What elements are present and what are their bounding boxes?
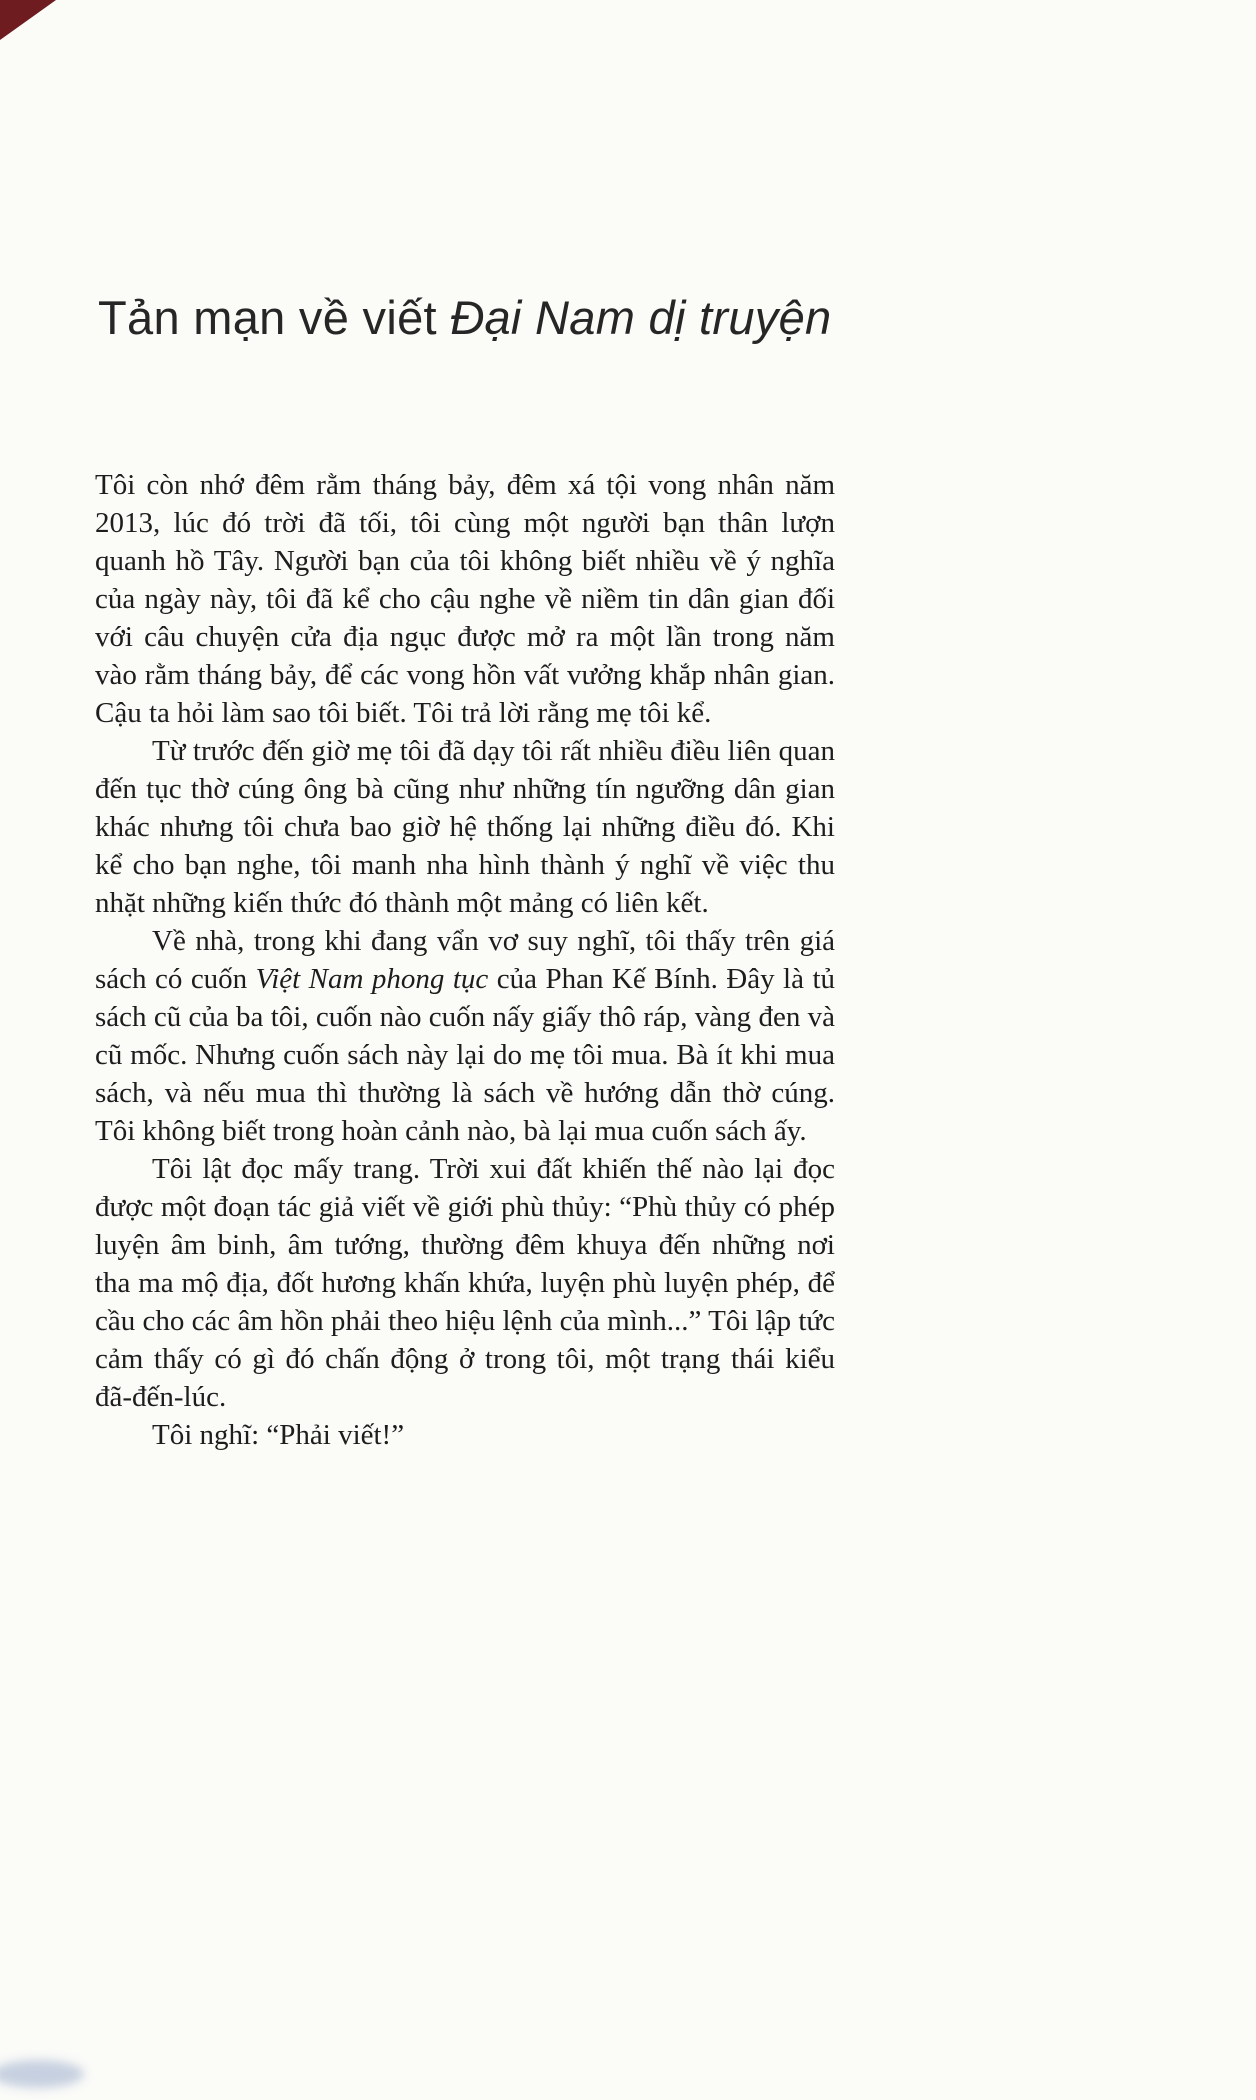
paragraph: Tôi lật đọc mấy trang. Trời xui đất khiến thế nào lại đọc được một đoạn tác giả viết về giới phù thủy: “Phù thủy có phép luyện âm binh, âm tướng, thường đêm khuya đến những nơi tha ma mộ địa, đốt hương khấn khứa, luyện phù luyện phép, để cầu cho các âm hồn phải theo hiệu lệnh của mình...” Tôi lập tức cảm thấy có gì đó chấn động ở trong tôi, một trạng thái kiểu đã-đến-lúc. [95, 1153, 835, 1413]
book-title-mention: Việt Nam phong tục [255, 963, 489, 995]
paragraph [95, 922, 835, 1150]
paragraph: Tôi còn nhớ đêm rằm tháng bảy, đêm xá tội vong nhân năm 2013, lúc đó trời đã tối, tôi cùng một người bạn thân lượn quanh hồ Tây. Người bạn của tôi không biết nhiều về ý nghĩa của ngày này, tôi đã kể cho cậu nghe về niềm tin dân gian đối với câu chuyện cửa địa ngục được mở ra một lần trong năm vào rằm tháng bảy, để các vong hồn vất vưởng khắp nhân gian. Cậu ta hỏi làm sao tôi biết. Tôi trả lời rằng mẹ tôi kể. [95, 469, 835, 729]
chapter-title-book-name: Đại Nam dị truyện [450, 291, 832, 344]
paragraph-text: Về nhà, trong khi đang vẩn vơ suy nghĩ, tôi thấy trên giá sách có cuốn [95, 925, 835, 995]
chapter-title-text: Tản mạn về viết [98, 291, 451, 344]
scan-smudge-artifact [0, 2060, 84, 2088]
chapter-title [98, 290, 831, 345]
body-text [95, 466, 835, 1454]
paragraph: Tôi nghĩ: “Phải viết!” [152, 1419, 405, 1451]
paragraph: Từ trước đến giờ mẹ tôi đã dạy tôi rất nhiều điều liên quan đến tục thờ cúng ông bà cũng như những tín ngưỡng dân gian khác nhưng tôi chưa bao giờ hệ thống lại những điều đó. Khi kể cho bạn nghe, tôi manh nha hình thành ý nghĩ về việc thu nhặt những kiến thức đó thành một mảng có liên kết. [95, 735, 835, 919]
paragraph-text: của Phan Kế Bính. Đây là tủ sách cũ của ba tôi, cuốn nào cuốn nấy giấy thô ráp, vàng đen và cũ mốc. Nhưng cuốn sách này lại do mẹ tôi mua. Bà ít khi mua sách, và nếu mua thì thường là sách về hướng dẫn thờ cúng. Tôi không biết trong hoàn cảnh nào, bà lại mua cuốn sách ấy. [95, 963, 836, 1147]
corner-fold-mark [0, 0, 56, 40]
